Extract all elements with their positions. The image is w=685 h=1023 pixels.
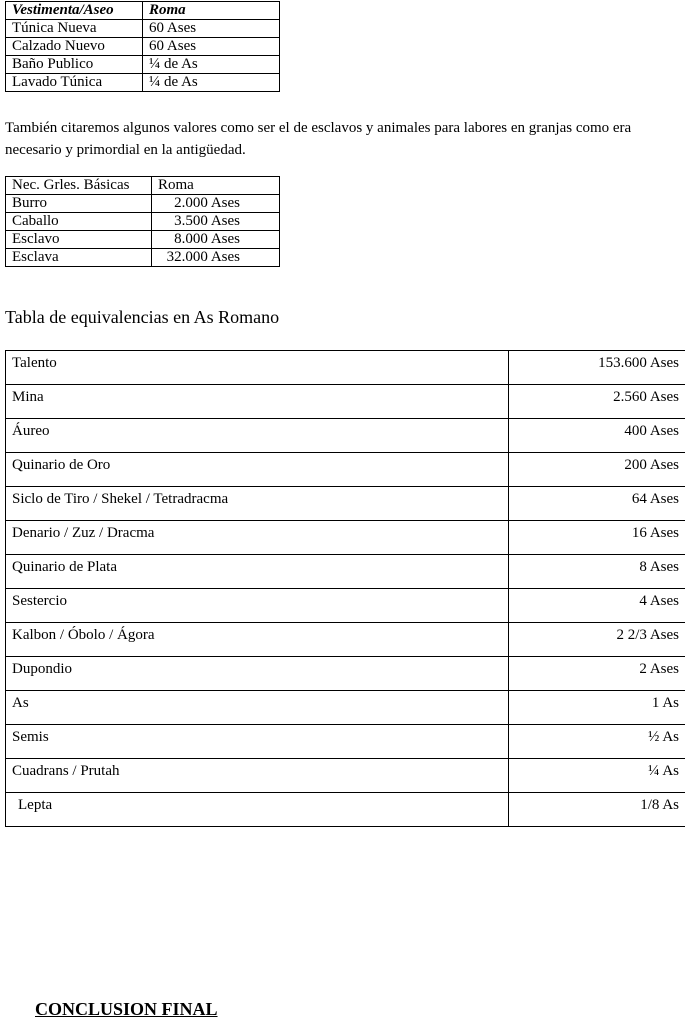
coin-cell: Siclo de Tiro / Shekel / Tetradracma	[6, 487, 509, 521]
table-row	[6, 759, 685, 793]
coin-cell: Dupondio	[6, 657, 509, 691]
coin-cell: Sestercio	[6, 589, 509, 623]
item-cell: Lavado Túnica	[6, 74, 143, 92]
table-row	[6, 231, 280, 249]
header-cell: Roma	[152, 177, 280, 195]
coin-cell: Mina	[6, 385, 509, 419]
table-row	[6, 56, 280, 74]
table-row	[6, 249, 280, 267]
table-row	[6, 385, 685, 419]
item-cell: Esclavo	[6, 231, 152, 249]
table-row	[6, 20, 280, 38]
value-cell: 2 2/3 Ases	[508, 623, 685, 657]
table-row	[6, 725, 685, 759]
value-cell: 8.000 Ases	[152, 231, 280, 249]
table-row	[6, 555, 685, 589]
value-cell: 2.560 Ases	[508, 385, 685, 419]
table-header-row	[6, 177, 280, 195]
table-row	[6, 793, 685, 827]
header-cell: Roma	[143, 2, 280, 20]
table-row	[6, 691, 685, 725]
equivalencias-table	[5, 350, 685, 827]
table-row	[6, 419, 685, 453]
equivalencias-title: Tabla de equivalencias en As Romano	[5, 307, 280, 327]
value-cell: 32.000 Ases	[152, 249, 280, 267]
coin-cell: Kalbon / Óbolo / Ágora	[6, 623, 509, 657]
coin-cell: As	[6, 691, 509, 725]
value-cell: 3.500 Ases	[152, 213, 280, 231]
value-cell: 200 Ases	[508, 453, 685, 487]
necesidades-table	[5, 176, 280, 267]
value-cell: 153.600 Ases	[508, 351, 685, 385]
value-cell: 8 Ases	[508, 555, 685, 589]
table-row	[6, 589, 685, 623]
value-cell: 2.000 Ases	[152, 195, 280, 213]
table-row	[6, 657, 685, 691]
coin-cell: Cuadrans / Prutah	[6, 759, 509, 793]
value-cell: 16 Ases	[508, 521, 685, 555]
item-cell: Burro	[6, 195, 152, 213]
value-cell: 1/8 As	[508, 793, 685, 827]
coin-cell: Lepta	[6, 793, 509, 827]
value-cell: 400 Ases	[508, 419, 685, 453]
value-cell: 60 Ases	[143, 20, 280, 38]
table-header-row	[6, 2, 280, 20]
coin-cell: Quinario de Plata	[6, 555, 509, 589]
header-cell: Vestimenta/Aseo	[6, 2, 143, 20]
value-cell: ¼ de As	[143, 56, 280, 74]
value-cell: ¼ As	[508, 759, 685, 793]
table-row	[6, 195, 280, 213]
value-cell: 2 Ases	[508, 657, 685, 691]
intro-paragraph: También citaremos algunos valores como ser el de esclavos y animales para labores en granjas como era necesario y primordial en la antigüedad.	[5, 120, 632, 158]
conclusion-heading: CONCLUSION FINAL	[35, 999, 218, 1019]
coin-cell: Denario / Zuz / Dracma	[6, 521, 509, 555]
item-cell: Baño Publico	[6, 56, 143, 74]
coin-cell: Semis	[6, 725, 509, 759]
coin-cell: Talento	[6, 351, 509, 385]
table-row	[6, 623, 685, 657]
table-row	[6, 213, 280, 231]
item-cell: Esclava	[6, 249, 152, 267]
value-cell: ½ As	[508, 725, 685, 759]
header-cell: Nec. Grles. Básicas	[6, 177, 152, 195]
coin-cell: Áureo	[6, 419, 509, 453]
value-cell: 4 Ases	[508, 589, 685, 623]
item-cell: Túnica Nueva	[6, 20, 143, 38]
value-cell: 64 Ases	[508, 487, 685, 521]
value-cell: 60 Ases	[143, 38, 280, 56]
table-row	[6, 521, 685, 555]
value-cell: ¼ de As	[143, 74, 280, 92]
table-row	[6, 74, 280, 92]
vestimenta-table	[5, 1, 280, 92]
item-cell: Caballo	[6, 213, 152, 231]
table-row	[6, 351, 685, 385]
table-row	[6, 487, 685, 521]
coin-cell: Quinario de Oro	[6, 453, 509, 487]
item-cell: Calzado Nuevo	[6, 38, 143, 56]
table-row	[6, 38, 280, 56]
table-row	[6, 453, 685, 487]
value-cell: 1 As	[508, 691, 685, 725]
